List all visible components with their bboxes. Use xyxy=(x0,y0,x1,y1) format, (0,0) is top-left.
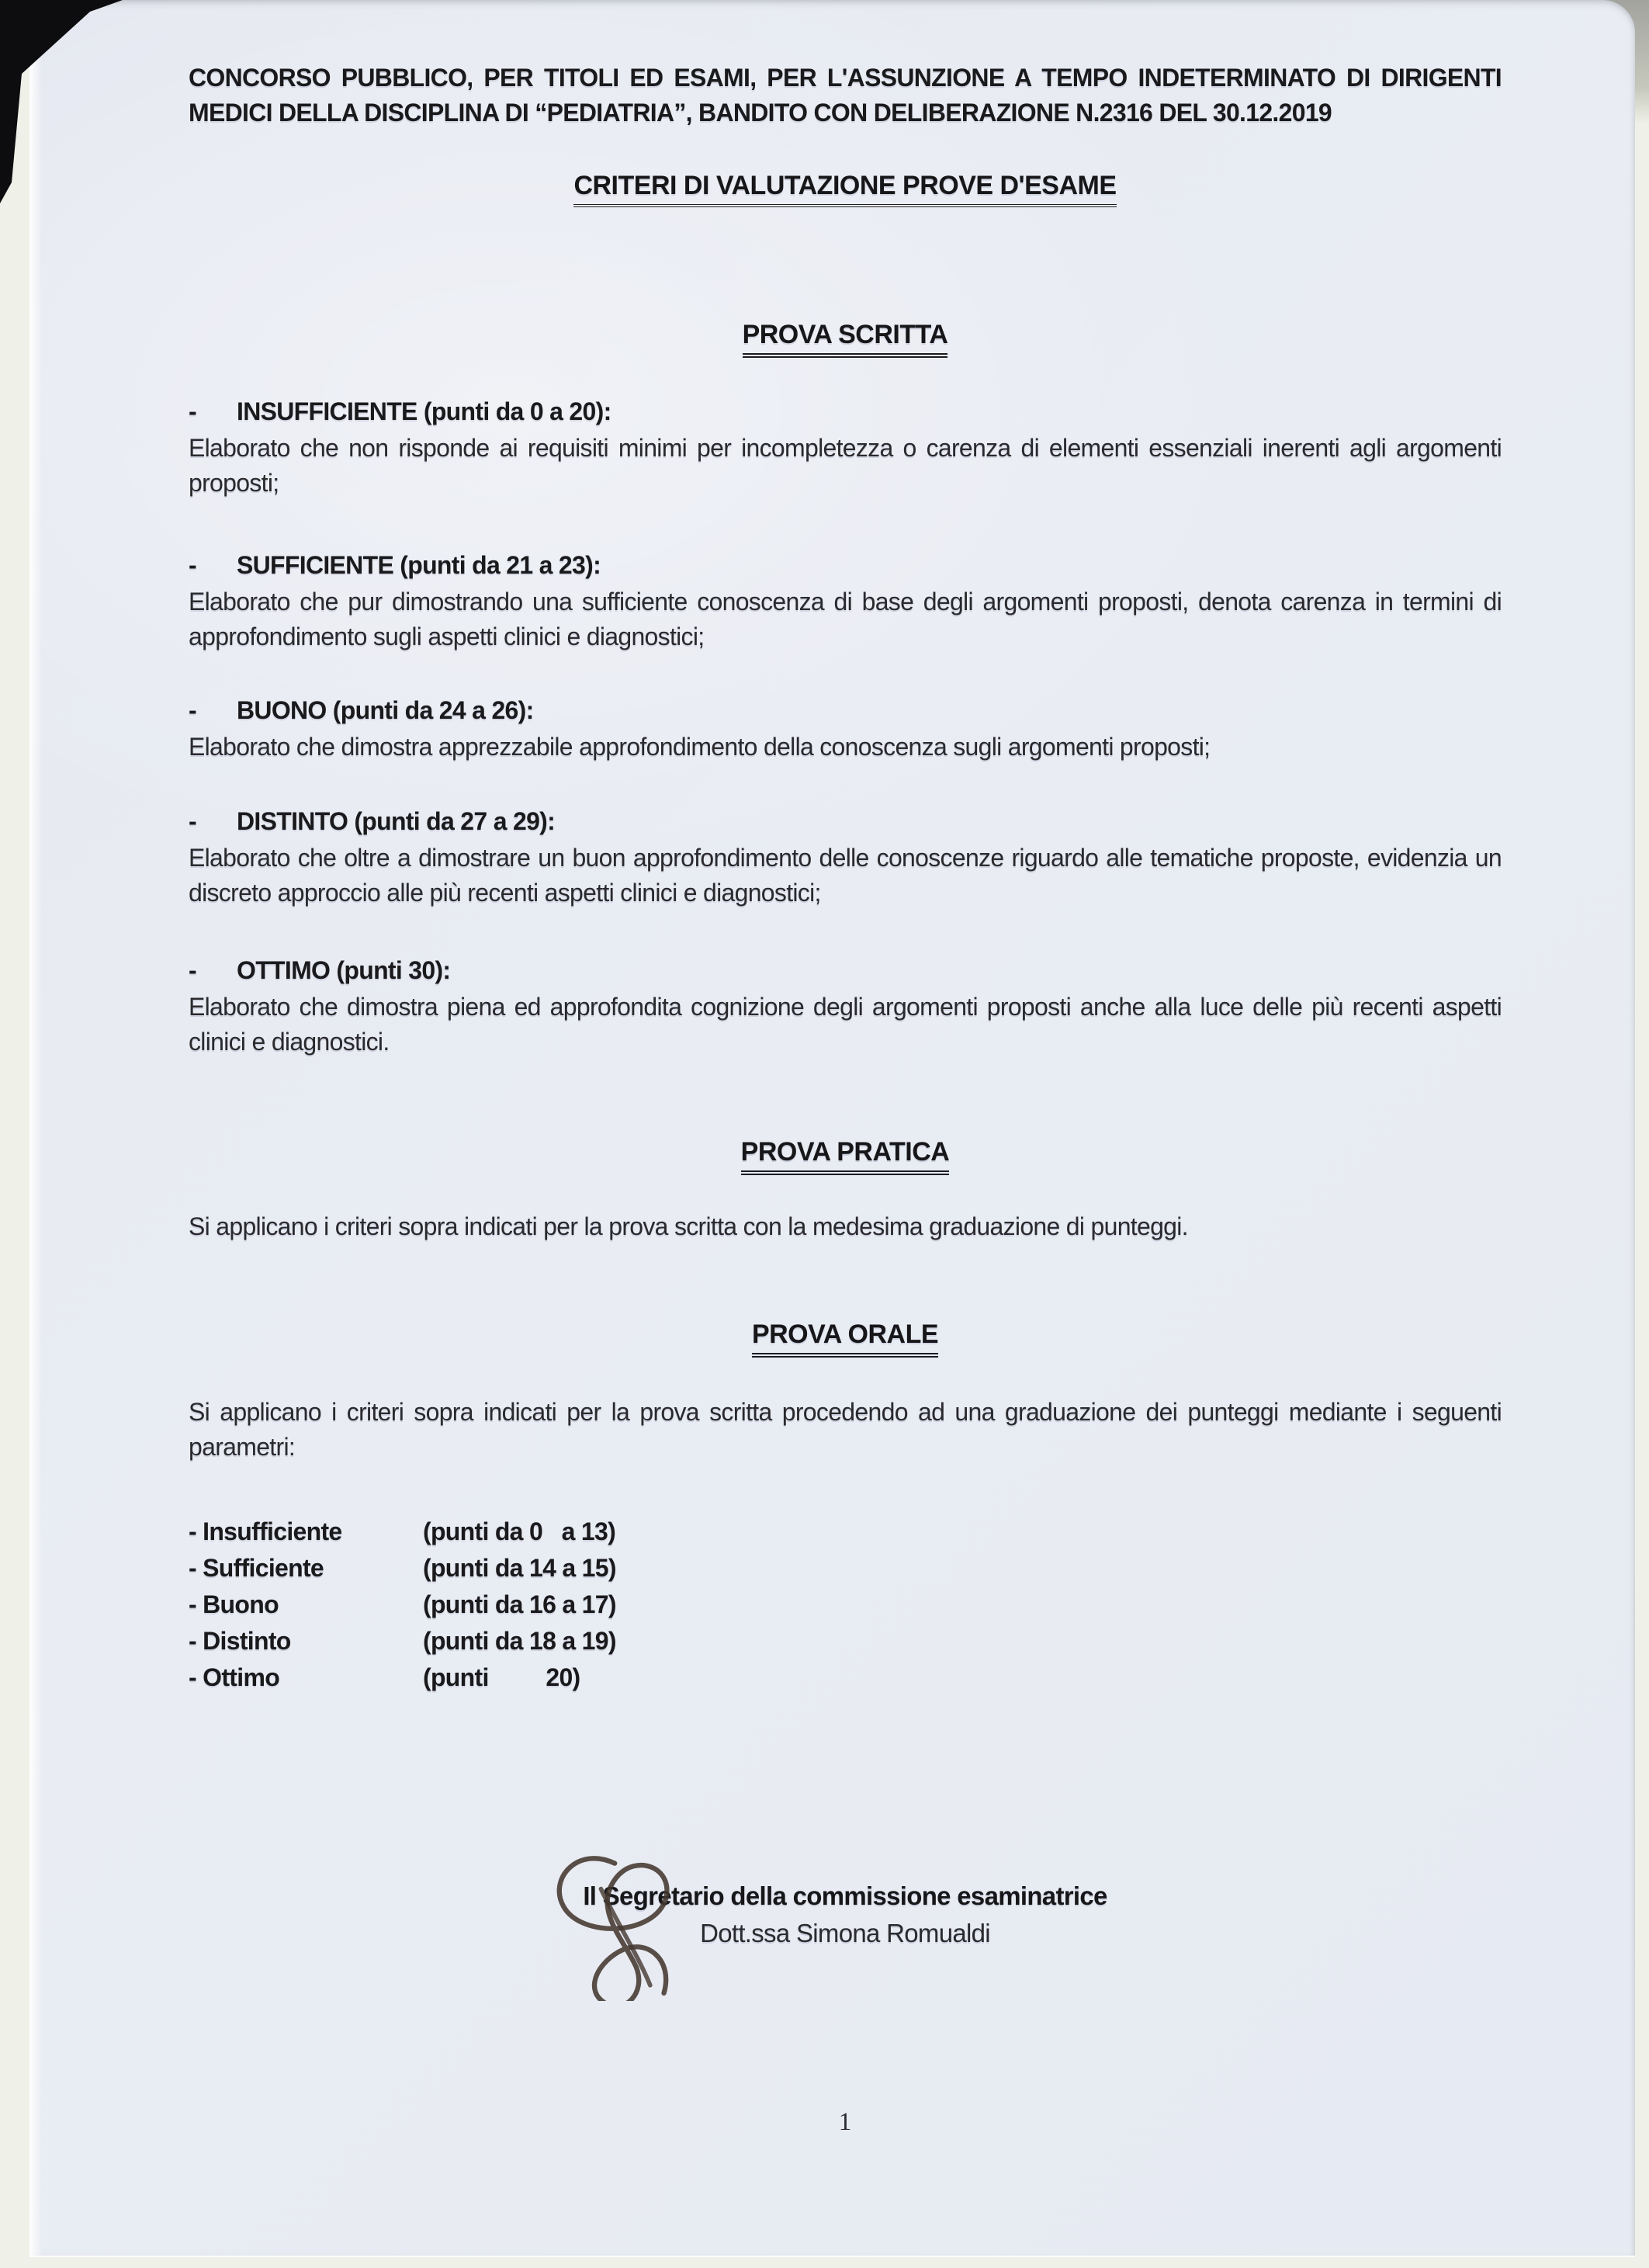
criterion-distinto xyxy=(189,804,1502,910)
scale-row-distinto xyxy=(189,1623,1502,1659)
prova-orale-heading: PROVA ORALE xyxy=(752,1320,938,1358)
criterion-label: SUFFICIENTE (punti da 21 a 23): xyxy=(237,551,601,579)
scale-label: - Buono xyxy=(189,1590,279,1618)
criterion-sufficiente xyxy=(189,548,1502,654)
prova-pratica-body: Si applicano i criteri sopra indicati per la prova scritta con la medesima graduazione di punteggi. xyxy=(189,1212,1188,1240)
list-dash: - xyxy=(189,696,196,724)
scale-row-insufficiente xyxy=(189,1514,1502,1550)
scale-points: (punti da 16 a 17) xyxy=(423,1590,616,1618)
criterion-label: INSUFFICIENTE (punti da 0 a 20): xyxy=(237,397,611,425)
scale-label: - Ottimo xyxy=(189,1663,280,1691)
scan-corner-artifact xyxy=(0,0,147,225)
page-number: 1 xyxy=(838,2108,852,2136)
score-scale-list xyxy=(189,1514,1502,1696)
scale-label: - Sufficiente xyxy=(189,1554,324,1582)
scale-points: (punti da 18 a 19) xyxy=(423,1627,616,1655)
criterion-ottimo xyxy=(189,953,1502,1059)
prova-scritta-heading: PROVA SCRITTA xyxy=(743,320,948,358)
scale-points: (punti da 14 a 15) xyxy=(423,1554,616,1582)
scale-row-buono xyxy=(189,1587,1502,1623)
criterion-label: DISTINTO (punti da 27 a 29): xyxy=(237,807,556,835)
list-dash: - xyxy=(189,956,196,984)
criterion-description: Elaborato che dimostra piena ed approfondita cognizione degli argomenti proposti anche alla luce delle più recenti aspetti clinici e diagnostici. xyxy=(189,993,1502,1056)
scale-label: - Distinto xyxy=(189,1627,291,1655)
scale-row-ottimo xyxy=(189,1659,1502,1696)
document-title: CRITERI DI VALUTAZIONE PROVE D'ESAME xyxy=(573,171,1116,207)
list-dash: - xyxy=(189,551,196,579)
prova-orale-body: Si applicano i criteri sopra indicati per la prova scritta procedendo ad una graduazione dei punteggi mediante i seguenti parametri: xyxy=(189,1398,1502,1461)
criterion-buono xyxy=(189,693,1502,765)
criterion-description: Elaborato che oltre a dimostrare un buon approfondimento delle conoscenze riguardo alle tematiche proposte, evidenzia un discreto approccio alle più recenti aspetti clinici e diagnostici; xyxy=(189,844,1502,907)
signature-scrawl-icon xyxy=(532,1854,703,2001)
criterion-label: OTTIMO (punti 30): xyxy=(237,956,451,984)
criterion-description: Elaborato che pur dimostrando una sufficiente conoscenza di base degli argomenti proposti, denota carenza in termini di approfondimento sugli aspetti clinici e diagnostici; xyxy=(189,588,1502,650)
prova-scritta-heading-row xyxy=(189,320,1502,358)
scanned-page xyxy=(29,0,1635,2256)
scale-label: - Insufficiente xyxy=(189,1517,342,1545)
document-title-row xyxy=(189,171,1502,207)
prova-pratica-heading: PROVA PRATICA xyxy=(741,1137,950,1175)
criterion-description: Elaborato che non risponde ai requisiti minimi per incompletezza o carenza di elementi essenziali inerenti agli argomenti proposti; xyxy=(189,434,1502,497)
signature-role: Il Segretario della commissione esaminatrice xyxy=(583,1881,1107,1910)
criterion-description: Elaborato che dimostra apprezzabile approfondimento della conoscenza sugli argomenti proposti; xyxy=(189,733,1211,761)
list-dash: - xyxy=(189,807,196,835)
criterion-label: BUONO (punti da 24 a 26): xyxy=(237,696,534,724)
signature-name: Dott.ssa Simona Romualdi xyxy=(700,1919,990,1947)
scale-points: (punti da 0 a 13) xyxy=(423,1517,616,1545)
criterion-insufficiente xyxy=(189,394,1502,501)
scale-row-sufficiente xyxy=(189,1550,1502,1587)
prova-orale-heading-row xyxy=(189,1320,1502,1358)
signature-block xyxy=(189,1878,1502,1951)
prova-pratica-heading-row xyxy=(189,1137,1502,1175)
document-header: CONCORSO PUBBLICO, PER TITOLI ED ESAMI, PER L'ASSUNZIONE A TEMPO INDETERMINATO DI DIRIGENTI MEDICI DELLA DISCIPLINA DI “PEDIATRIA”, BANDITO CON DELIBERAZIONE N.2316 DEL 30.12.2019 xyxy=(189,64,1502,127)
scale-points: (punti 20) xyxy=(423,1663,580,1691)
list-dash: - xyxy=(189,397,196,425)
